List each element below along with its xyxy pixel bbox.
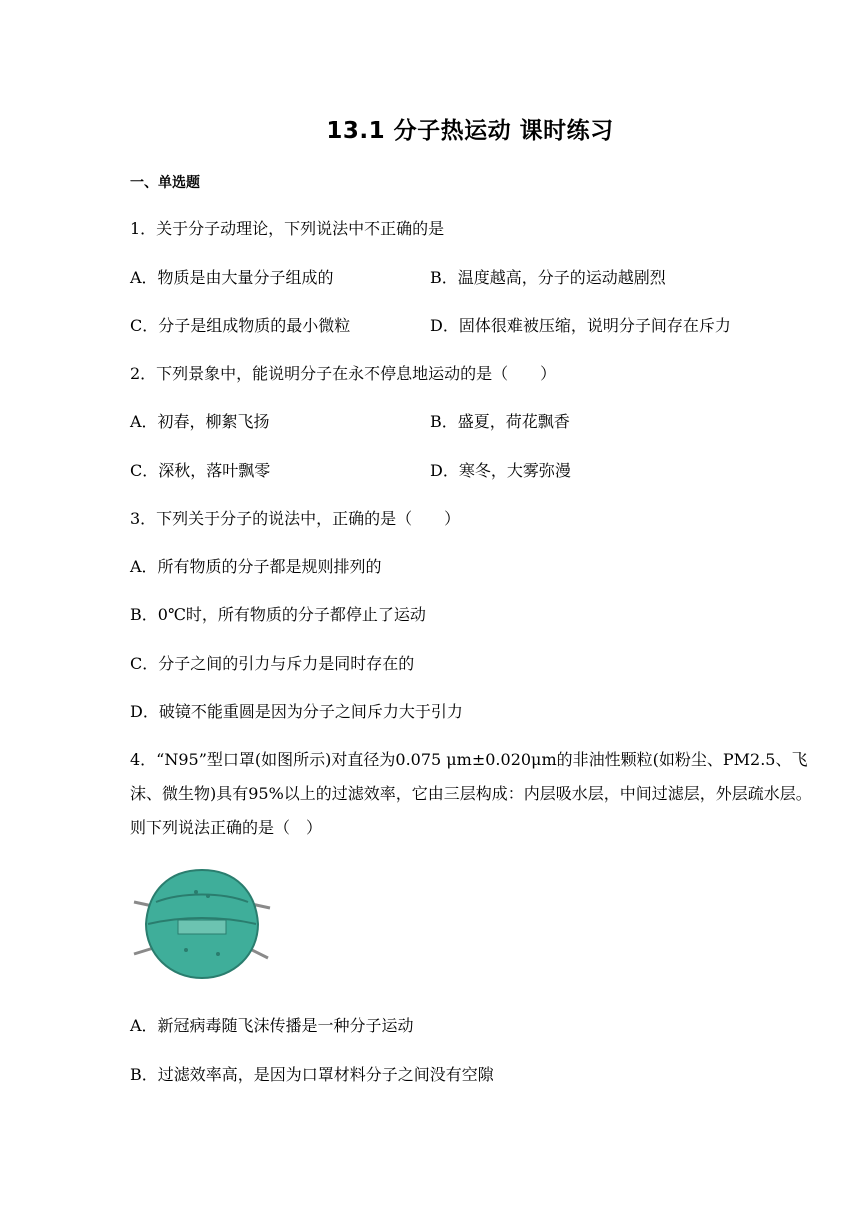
question-2-option-a: A．初春，柳絮飞扬 bbox=[130, 412, 270, 431]
question-2-option-b: B．盛夏，荷花飘香 bbox=[430, 412, 570, 431]
question-1-option-b: B．温度越高，分子的运动越剧烈 bbox=[430, 268, 666, 287]
question-1-stem: 1．关于分子动理论，下列说法中不正确的是 bbox=[130, 219, 445, 238]
question-4-option-a: A．新冠病毒随飞沫传播是一种分子运动 bbox=[130, 1016, 414, 1035]
page-title: 13.1 分子热运动 课时练习 bbox=[326, 118, 614, 144]
question-3-stem: 3．下列关于分子的说法中，正确的是（ ） bbox=[130, 509, 461, 528]
question-3-option-a: A．所有物质的分子都是规则排列的 bbox=[130, 557, 382, 576]
question-1-option-d: D．固体很难被压缩，说明分子间存在斥力 bbox=[430, 316, 731, 335]
question-1-option-a: A．物质是由大量分子组成的 bbox=[130, 268, 334, 287]
section-heading: 一、单选题 bbox=[130, 175, 200, 191]
question-3-option-d: D．破镜不能重圆是因为分子之间斥力大于引力 bbox=[130, 702, 463, 721]
question-2-stem: 2．下列景象中，能说明分子在永不停息地运动的是（ ） bbox=[130, 364, 557, 383]
question-3-option-c: C．分子之间的引力与斥力是同时存在的 bbox=[130, 654, 415, 673]
question-3-option-b: B．0℃时，所有物质的分子都停止了运动 bbox=[130, 605, 426, 624]
question-2-option-d: D．寒冬，大雾弥漫 bbox=[430, 461, 571, 480]
question-4-option-b: B．过滤效率高，是因为口罩材料分子之间没有空隙 bbox=[130, 1065, 494, 1084]
n95-mask-image bbox=[132, 862, 272, 984]
question-2-option-c: C．深秋，落叶飘零 bbox=[130, 461, 271, 480]
question-4-stem: 4．“N95”型口罩(如图所示)对直径为0.075 μm±0.020μm的非油性颗粒(如粉尘、PM2.5、飞沫、微生物)具有95%以上的过滤效率，它由三层构成：内层吸水层，中间过滤层，外层疏水层。则下列说法正确的是（ ） bbox=[130, 750, 812, 837]
question-1-option-c: C．分子是组成物质的最小微粒 bbox=[130, 316, 351, 335]
